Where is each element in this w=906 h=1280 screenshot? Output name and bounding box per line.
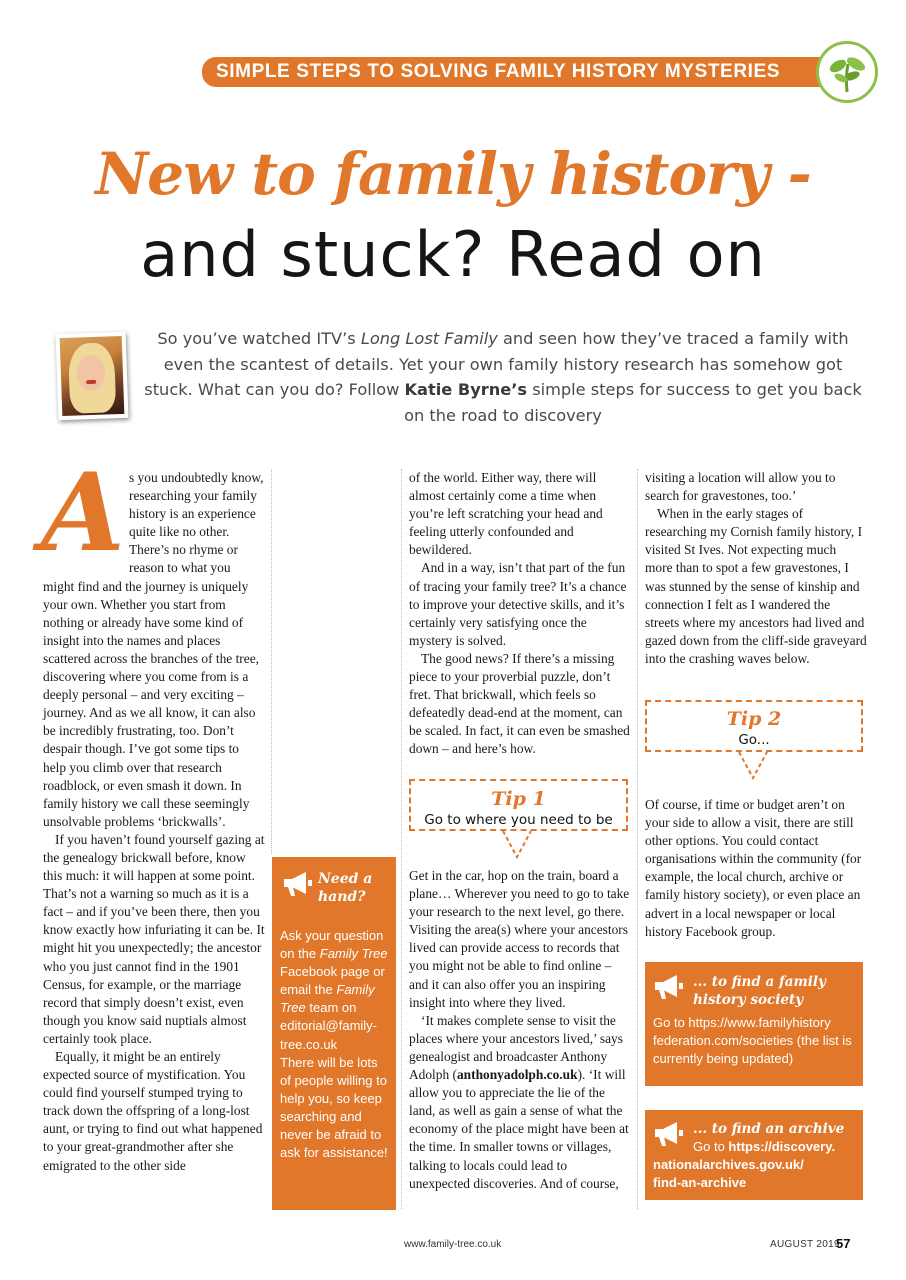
tip-1-title: Tip 1 [491,788,546,810]
article-column-2-continued [409,867,631,1193]
paragraph: s you undoubtedly know, researching your family history is an experience quite like no other. There’s no rhyme or reason to what you might find and the journey is uniquely your own. Whether you start from nothing or already have some kind of insight into the names and places scattered across the branches of the tree, discovering where you come from is a deeply personal – and very exciting – journey. And as we all know, it can also be incredibly frustrating, too. Don’t despair though. I’ve got some tips to help you climb over that research roadblock, or even smash it down. In family history we call these seemingly unsolvable problems ‘brickwalls’. [43,470,264,829]
need-a-hand-box [272,857,396,1210]
find-society-title: ... to find a family history society [693,974,826,1008]
show-title: Long Lost Family [360,329,498,348]
find-archive-title: ... to find an archive [693,1121,845,1137]
drop-cap: A [41,450,125,576]
tip-2-text: Go... [738,732,770,748]
paragraph: The good news? If there’s a missing piece to your proverbial puzzle, don’t fret. That brickwall, which feels so defeatedly dead-end at the moment, can be scaled. In fact, it can even be smashed down – and here’s how. [409,650,630,757]
footer-website: www.family-tree.co.uk [404,1239,502,1250]
column-divider [271,469,272,854]
headline-line-1: New to family history - [95,140,811,208]
paragraph: Get in the car, hop on the train, board a plane… Wherever you need to go to take your research to the next level, go there. Visiting the area(s) where your ancestors lived can provide access to records that you might not be able to find online – and it can also offer you an inspiring insight into where they lived. [409,868,630,1010]
paragraph: If you haven’t found yourself gazing at the genealogy brickwall before, know this much: it will happen at some point. That’s not a warning so much as it is a fact – and if you’ve been there, then you know exactly how infuriating it can be. It might hit you unexpectedly; the ancestor who you just cannot find in the 1901 Census, for example, or the marriage record that simply doesn’t exist, even though you know said nuptials almost certainly took place. [43,831,265,1046]
megaphone-icon [282,871,314,897]
article-column-3 [645,469,867,668]
author-name: Katie Byrne’s [404,380,528,399]
footer-date: AUGUST 2019 [770,1239,840,1250]
paragraph: of the world. Either way, there will almost certainly come a time when you’re left scratching your head and feeling utterly confounded and bewildered. [409,470,603,558]
article-column-2 [409,469,631,759]
page-number: 57 [836,1236,851,1251]
need-a-hand-text: Ask your question on the Family Tree Facebook page or email the Family Tree team on editorial@family-tree.co.uk [280,928,388,1052]
paragraph: And in a way, isn’t that part of the fun of tracing your family tree? It’s a chance to improve your detective skills, and it’s certainly very satisfying once the mystery is solved. [409,560,627,648]
paragraph: Of course, if time or budget aren’t on your side to allow a visit, there are still other options. You could contact organisations within the community (for example, the local church, archive or family history society), or even place an advert in a local newspaper or local history Facebook group. [645,797,862,939]
column-divider [401,469,402,1209]
find-archive-box [645,1110,863,1200]
tip-2-box [645,700,863,752]
article-column-1 [41,450,265,1175]
author-photo [56,332,129,420]
need-a-hand-title: Need a hand? [318,871,373,905]
tip-2-pointer [738,750,768,780]
headline-line-2: and stuck? Read on [140,218,766,291]
column-divider [637,469,638,1209]
paragraph: When in the early stages of researching my Cornish family history, I visited St Ives. Not expecting much more than to spot a few gravestones, I was stunned by the sense of kinship and connection I felt as I wandered the streets where my ancestors had lived and gazed down from the cliff-side graveyard into the crashing waves below. [645,506,867,666]
tip-1-box [409,779,628,831]
need-a-hand-text-2: There will be lots of people willing to help you, so keep searching and never be afraid to ask for assistance! [280,1054,388,1161]
tip-2-title: Tip 2 [726,708,782,730]
paragraph: visiting a location will allow you to search for gravestones, too.’ [645,470,836,504]
tree-sprout-icon [816,41,878,103]
standfirst: So you’ve watched ITV’s Long Lost Family and seen how they’ve traced a family with even the scantest of details. Yet your own family history research has somehow got stuck. What can you do? Follow Katie Byrne’s simple steps for success to get you back on the road to discovery [144,329,862,425]
section-banner-title: SIMPLE STEPS TO SOLVING FAMILY HISTORY MYSTERIES [216,61,781,82]
find-society-link[interactable]: Go to https://www.familyhistory federation.com/societies (the list is currently being updated) [653,1015,852,1067]
paragraph: ‘It makes complete sense to visit the places where your ancestors lived,’ says genealogist and broadcaster Anthony Adolph (anthonyadolph.co.uk). ‘It will allow you to appreciate the lie of the land, as well as gain a sense of what the economy of the place might have been at the time. In smaller towns or villages, talking to locals could lead to unexpected discoveries. And of course, [409,1012,629,1191]
megaphone-icon [653,974,685,1000]
paragraph: Equally, it might be an entirely expected source of mystification. You could find yourself stumped trying to track down the offspring of a long-lost aunt, or trying to find out what happened to your great-grandmother after she emigrated to the other side [43,1049,263,1173]
find-archive-link[interactable]: Go to https://discovery. nationalarchives.gov.uk/ find-an-archive [653,1139,836,1191]
article-column-3-continued [645,796,867,941]
website-link[interactable]: anthonyadolph.co.uk [456,1067,578,1083]
find-society-box [645,962,863,1086]
tip-1-pointer [502,829,532,859]
tip-1-text: Go to where you need to be [424,812,613,828]
